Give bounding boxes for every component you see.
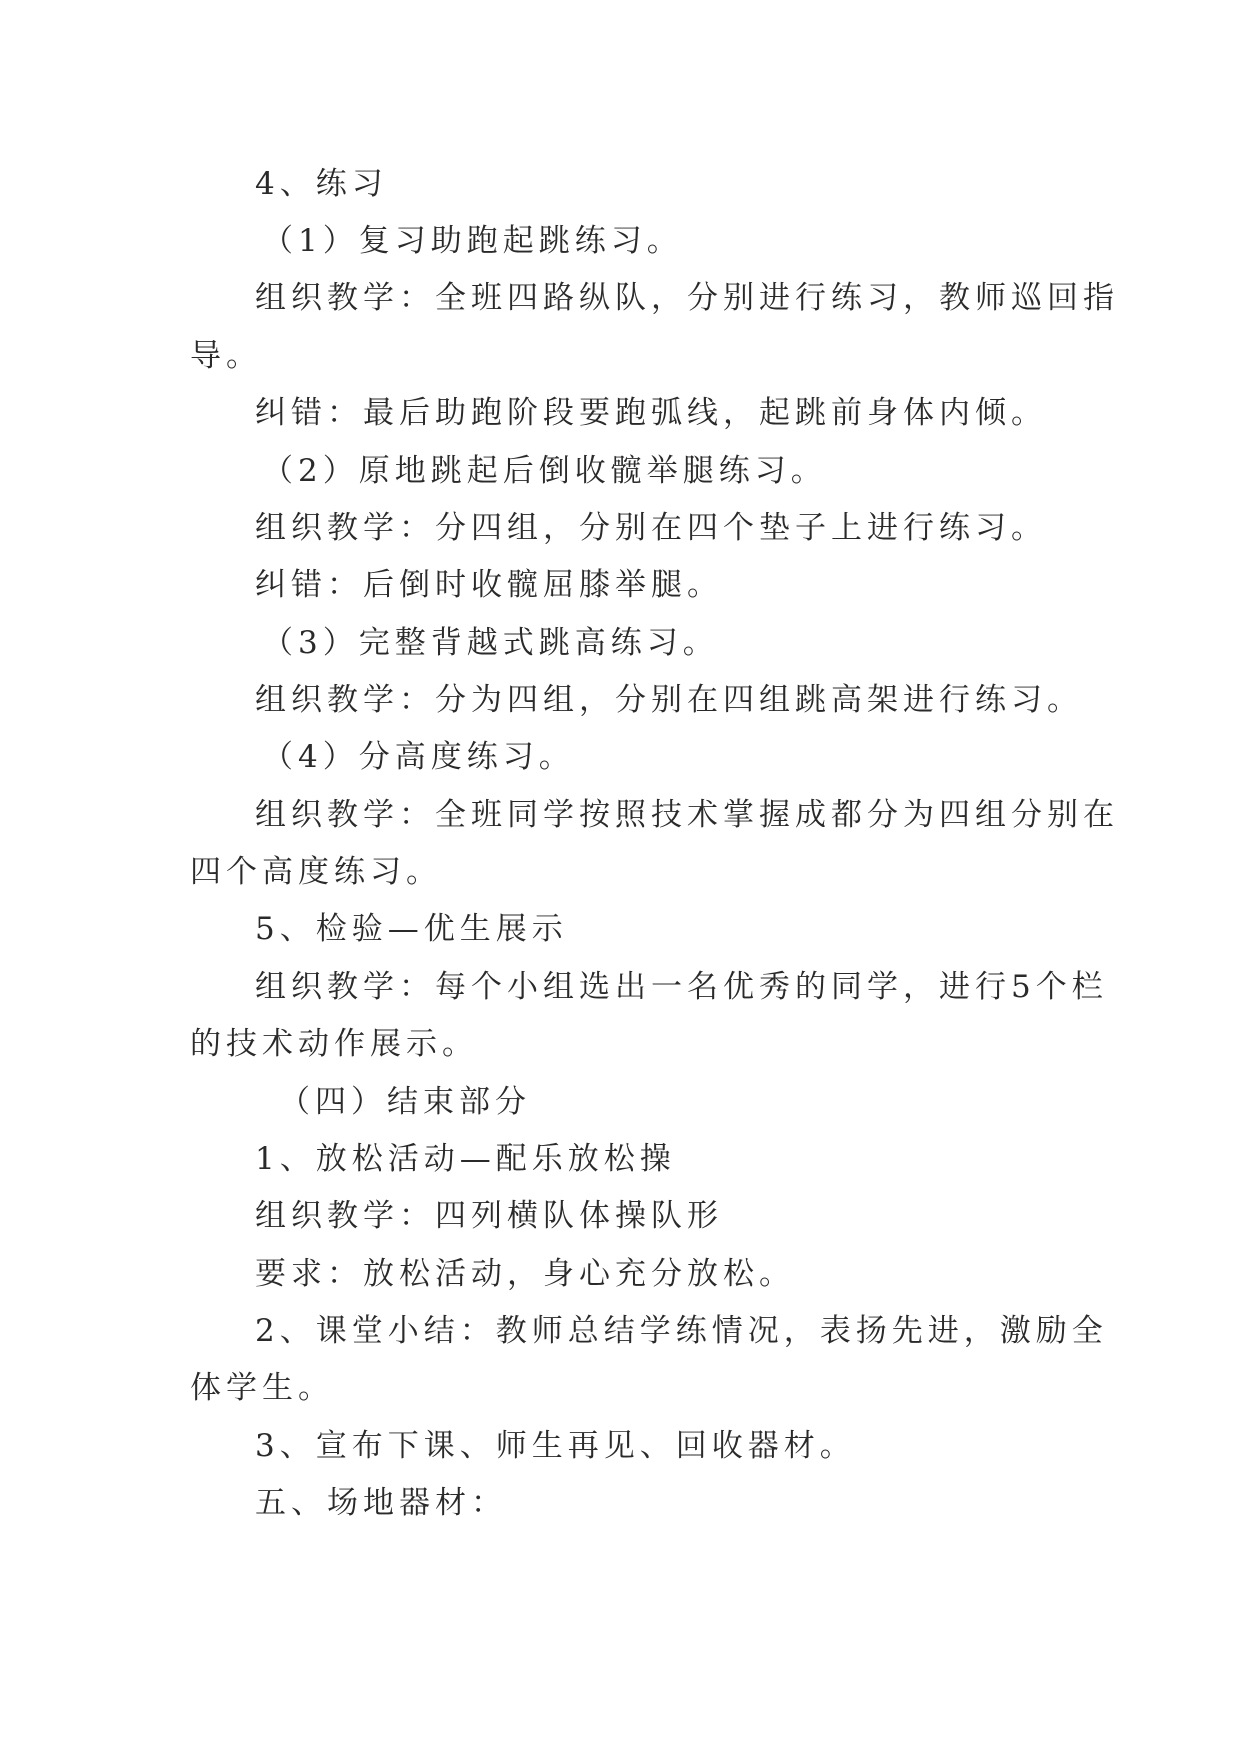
correction-1: 纠错：最后助跑阶段要跑弧线，起跳前身体内倾。 (255, 395, 1047, 431)
org-teaching-4: 组织教学：全班同学按照技术掌握成都分为四组分别在 (255, 797, 1119, 833)
org-teaching-6: 组织教学：四列横队体操队形 (255, 1198, 723, 1234)
heading-practice: 4、练习 (255, 166, 388, 202)
correction-2: 纠错：后倒时收髋屈膝举腿。 (255, 567, 723, 603)
class-summary: 2、课堂小结：教师总结学练情况，表扬先进，激励全 (255, 1313, 1108, 1349)
heading-venue-equipment: 五、场地器材： (255, 1485, 507, 1521)
org-teaching-4-continued: 四个高度练习。 (190, 854, 442, 890)
org-teaching-1: 组织教学：全班四路纵队，分别进行练习，教师巡回指 (255, 280, 1119, 316)
item-2-hip-leg-lift: （2）原地跳起后倒收髋举腿练习。 (262, 453, 827, 489)
dismissal: 3、宣布下课、师生再见、回收器材。 (255, 1428, 856, 1464)
item-4-height-practice: （4）分高度练习。 (262, 739, 575, 775)
org-teaching-2: 组织教学：分四组，分别在四个垫子上进行练习。 (255, 510, 1047, 546)
section-heading-closing: （四）结束部分 (279, 1084, 531, 1120)
org-teaching-5: 组织教学：每个小组选出一名优秀的同学，进行5个栏 (255, 969, 1108, 1005)
item-3-full-flop-jump: （3）完整背越式跳高练习。 (262, 625, 719, 661)
org-teaching-1-continued: 导。 (190, 338, 262, 374)
class-summary-continued: 体学生。 (190, 1370, 334, 1406)
item-1-run-up-takeoff: （1）复习助跑起跳练习。 (262, 223, 683, 259)
heading-evaluation: 5、检验—优生展示 (255, 911, 568, 947)
requirement: 要求：放松活动，身心充分放松。 (255, 1256, 795, 1292)
org-teaching-3: 组织教学：分为四组，分别在四组跳高架进行练习。 (255, 682, 1083, 718)
org-teaching-5-continued: 的技术动作展示。 (190, 1026, 478, 1062)
heading-relaxation: 1、放松活动—配乐放松操 (255, 1141, 676, 1177)
